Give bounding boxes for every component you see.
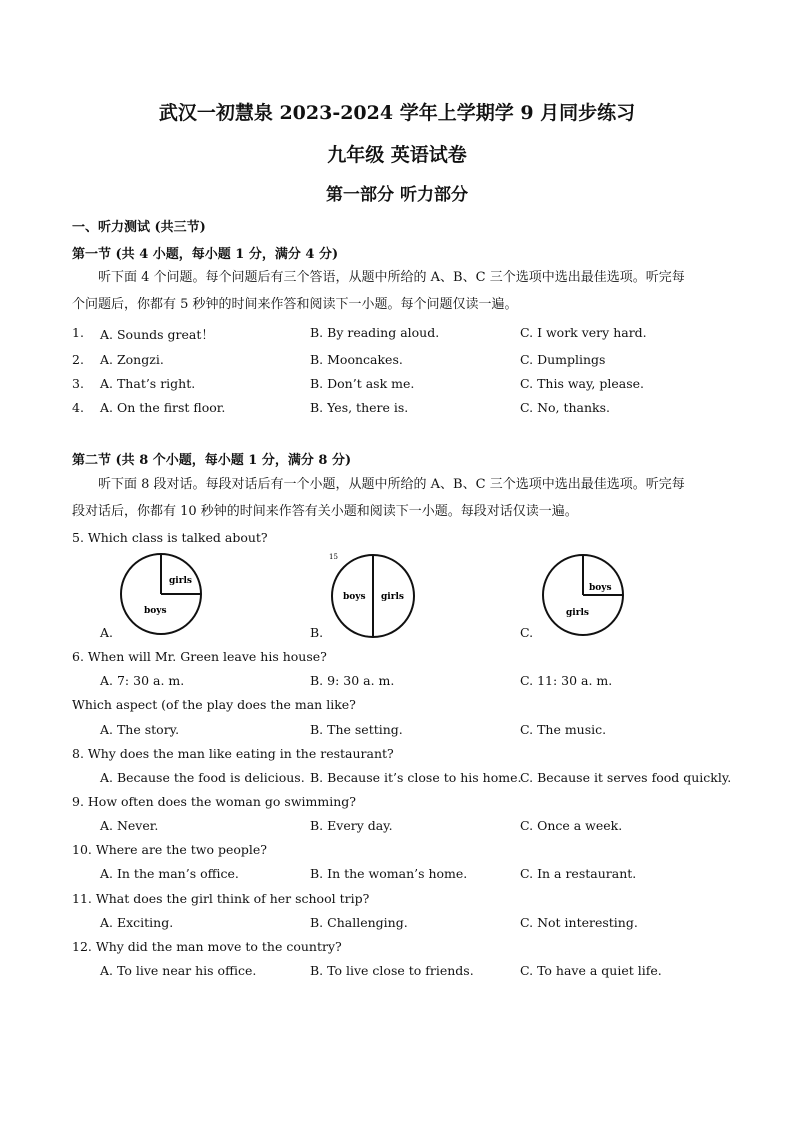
part-title: 第一部分 听力部分 bbox=[326, 185, 468, 205]
question-number: 4. bbox=[72, 400, 84, 415]
option-a: A. That’s right. bbox=[100, 376, 196, 391]
option-b: B. Because it’s close to his home. bbox=[310, 770, 522, 785]
option-c: C. Because it serves food quickly. bbox=[520, 770, 732, 785]
option-a: A. Because the food is delicious. bbox=[100, 770, 305, 785]
option-b: B. The setting. bbox=[310, 722, 403, 737]
grade-subject-title: 九年级 英语试卷 bbox=[327, 144, 467, 166]
option-c: C. The music. bbox=[520, 722, 607, 737]
section-label: 一、听力测试 (共三节) bbox=[72, 220, 206, 235]
pie-label-boys: boys bbox=[589, 583, 612, 593]
option-c: C. Once a week. bbox=[520, 818, 623, 833]
option-a: A. 7: 30 a. m. bbox=[100, 673, 185, 688]
option-c: C. No, thanks. bbox=[520, 400, 611, 415]
question-5-text: 5. Which class is talked about? bbox=[72, 530, 268, 545]
question-number: 2. bbox=[72, 352, 84, 367]
option-c: C. In a restaurant. bbox=[520, 866, 637, 881]
question-text: 12. Why did the man move to the country? bbox=[72, 939, 342, 954]
pie-label-boys: boys bbox=[343, 592, 366, 602]
section2-instruction-line2: 段对话后，你都有 10 秒钟的时间来作答有关小题和阅读下一小题。每段对话仅读一遍。 bbox=[72, 504, 578, 519]
option-c: C. Not interesting. bbox=[520, 915, 638, 930]
pie-chart-option-c bbox=[538, 553, 628, 637]
option-b: B. Don’t ask me. bbox=[310, 376, 415, 391]
option-a: A. On the first floor. bbox=[100, 400, 226, 415]
option-c: C. I work very hard. bbox=[520, 325, 647, 340]
section1-instruction-line2: 个问题后，你都有 5 秒钟的时间来作答和阅读下一小题。每个问题仅读一遍。 bbox=[72, 297, 518, 312]
question-text: 8. Why does the man like eating in the restaurant? bbox=[72, 746, 394, 761]
option-a: A. Exciting. bbox=[100, 915, 174, 930]
question-number: 1. bbox=[72, 325, 84, 340]
pie-label-boys: boys bbox=[144, 606, 167, 616]
section2-instruction-line1: 听下面 8 段对话。每段对话后有一个小题，从题中所给的 A、B、C 三个选项中选出最佳选项。听完每 bbox=[98, 477, 685, 492]
option-b: B. By reading aloud. bbox=[310, 325, 440, 340]
option-a-letter: A. bbox=[100, 625, 114, 640]
option-b: B. 9: 30 a. m. bbox=[310, 673, 395, 688]
section2-heading: 第二节 (共 8 个小题，每小题 1 分，满分 8 分) bbox=[72, 453, 352, 468]
pie-mark: 15 bbox=[329, 553, 338, 561]
pie-chart-option-b bbox=[326, 550, 420, 638]
option-a: A. The story. bbox=[100, 722, 180, 737]
option-b: B. Every day. bbox=[310, 818, 393, 833]
option-c-letter: C. bbox=[520, 625, 534, 640]
option-a: A. Sounds great！ bbox=[100, 327, 214, 342]
option-a: A. Never. bbox=[100, 818, 159, 833]
option-a: A. Zongzi. bbox=[100, 352, 164, 367]
section1-instruction-line1: 听下面 4 个问题。每个问题后有三个答语，从题中所给的 A、B、C 三个选项中选出最佳选项。听完每 bbox=[98, 270, 685, 285]
option-b: B. Challenging. bbox=[310, 915, 408, 930]
question-text: 9. How often does the woman go swimming? bbox=[72, 794, 356, 809]
pie-label-girls: girls bbox=[169, 576, 192, 586]
option-b-letter: B. bbox=[310, 625, 324, 640]
option-b: B. Mooncakes. bbox=[310, 352, 403, 367]
exam-title: 武汉一初慧泉 2023-2024 学年上学期学 9 月同步练习 bbox=[158, 102, 636, 124]
question-text: 10. Where are the two people? bbox=[72, 842, 267, 857]
question-text: 6. When will Mr. Green leave his house? bbox=[72, 649, 327, 664]
question-number: 3. bbox=[72, 376, 84, 391]
pie-label-girls: girls bbox=[381, 592, 404, 602]
option-c: C. This way, please. bbox=[520, 376, 644, 391]
option-a: A. To live near his office. bbox=[100, 963, 257, 978]
option-a: A. In the man’s office. bbox=[100, 866, 239, 881]
pie-chart-option-a bbox=[118, 553, 208, 637]
option-c: C. Dumplings bbox=[520, 352, 606, 367]
option-b: B. In the woman’s home. bbox=[310, 866, 468, 881]
option-b: B. Yes, there is. bbox=[310, 400, 409, 415]
option-b: B. To live close to friends. bbox=[310, 963, 474, 978]
question-text: Which aspect (of the play does the man like? bbox=[72, 697, 356, 712]
question-text: 11. What does the girl think of her school trip? bbox=[72, 891, 370, 906]
section1-heading: 第一节 (共 4 小题，每小题 1 分，满分 4 分) bbox=[72, 247, 339, 262]
option-c: C. 11: 30 a. m. bbox=[520, 673, 613, 688]
option-c: C. To have a quiet life. bbox=[520, 963, 662, 978]
pie-label-girls: girls bbox=[566, 608, 589, 618]
